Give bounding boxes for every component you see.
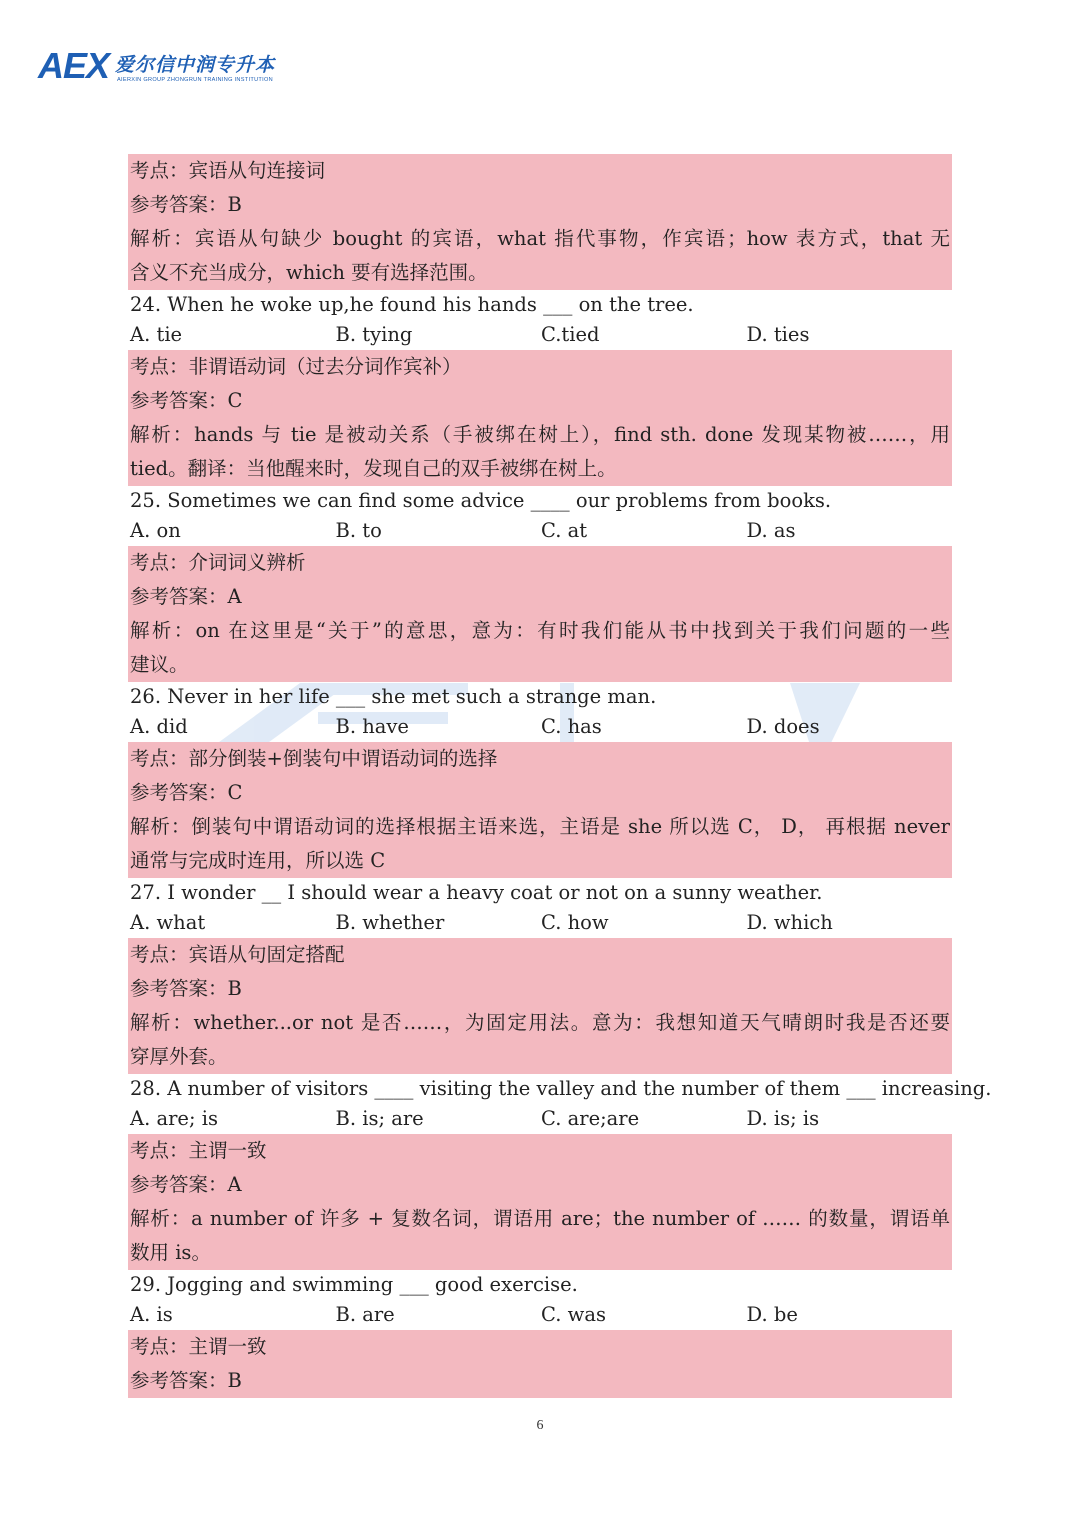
question-stem: 29. Jogging and swimming ___ good exercise. xyxy=(130,1273,578,1296)
answer-options xyxy=(128,320,952,350)
test-point: 考点：主谓一致 xyxy=(130,1139,267,1162)
analysis-block xyxy=(128,938,952,1074)
reference-answer: 参考答案：A xyxy=(130,1173,242,1196)
document-body xyxy=(128,154,992,1398)
answer-option: B. whether xyxy=(335,911,445,934)
page-number: 6 xyxy=(536,1418,544,1433)
logo-letters: AEX xyxy=(38,45,110,86)
explanation-line: 数用 is。 xyxy=(130,1241,211,1264)
answer-option: B. have xyxy=(335,715,409,738)
answer-option: A. is xyxy=(130,1303,173,1326)
analysis-block xyxy=(128,154,952,290)
explanation-line: 建议。 xyxy=(130,653,189,676)
test-point: 考点：部分倒装+倒装句中谓语动词的选择 xyxy=(130,747,498,770)
reference-answer: 参考答案：B xyxy=(130,193,242,216)
question-stem: 28. A number of visitors ____ visiting the valley and the number of them ___ increasing. xyxy=(130,1077,992,1100)
reference-answer: 参考答案：A xyxy=(130,585,242,608)
answer-options xyxy=(128,1104,952,1134)
answer-option: D. ties xyxy=(746,323,810,346)
answer-options xyxy=(128,908,952,938)
analysis-block xyxy=(128,742,952,878)
explanation-line: tied。翻译：当他醒来时，发现自己的双手被绑在树上。 xyxy=(130,457,617,480)
logo-english-name: AIERXIN GROUP ZHONGRUN TRAINING INSTITUTION xyxy=(117,77,273,83)
brand-logo xyxy=(38,44,275,84)
reference-answer: 参考答案：B xyxy=(130,977,242,1000)
explanation-line: 解析：whether...or not 是否……，为固定用法。意为：我想知道天气晴朗时我是否还要 xyxy=(130,1011,950,1034)
explanation-line: 解析：a number of 许多 + 复数名词，谓语用 are；the number of …… 的数量，谓语单 xyxy=(130,1207,950,1230)
answer-option: D. be xyxy=(746,1303,798,1326)
answer-option: C. are;are xyxy=(541,1107,640,1130)
test-point: 考点：主谓一致 xyxy=(130,1335,267,1358)
answer-option: C. at xyxy=(541,519,588,542)
answer-option: B. to xyxy=(335,519,382,542)
test-point: 考点：非谓语动词（过去分词作宾补） xyxy=(130,355,462,378)
question-stem: 25. Sometimes we can find some advice ____ our problems from books. xyxy=(130,489,832,512)
explanation-line: 含义不充当成分，which 要有选择范围。 xyxy=(130,261,488,284)
answer-option: A. tie xyxy=(130,323,183,346)
logo-chinese-name: 爱尔信中润专升本 xyxy=(115,54,276,76)
explanation-line: 解析：倒装句中谓语动词的选择根据主语来选，主语是 she 所以选 C， D， 再根据 never xyxy=(130,815,950,838)
logo-mark xyxy=(38,45,110,86)
answer-option: B. is; are xyxy=(335,1107,424,1130)
explanation-line: 解析：宾语从句缺少 bought 的宾语，what 指代事物，作宾语；how 表方式，that 无 xyxy=(130,227,950,250)
answer-option: C. was xyxy=(541,1303,606,1326)
answer-option: B. are xyxy=(335,1303,395,1326)
test-point: 考点：介词词义辨析 xyxy=(130,551,306,574)
explanation-line: 通常与完成时连用，所以选 C xyxy=(130,849,386,872)
answer-options xyxy=(128,1300,952,1330)
answer-options xyxy=(128,712,952,742)
answer-option: A. on xyxy=(130,519,181,542)
question-stem: 24. When he woke up,he found his hands ___ on the tree. xyxy=(130,293,694,316)
analysis-block xyxy=(128,546,952,682)
reference-answer: 参考答案：B xyxy=(130,1369,242,1392)
answer-option: B. tying xyxy=(335,323,413,346)
answer-option: D. does xyxy=(746,715,820,738)
reference-answer: 参考答案：C xyxy=(130,781,243,804)
analysis-block xyxy=(128,350,952,486)
answer-option: C. has xyxy=(541,715,602,738)
answer-option: A. what xyxy=(130,911,206,934)
answer-option: A. did xyxy=(130,715,188,738)
analysis-block xyxy=(128,1134,952,1270)
answer-option: D. as xyxy=(746,519,796,542)
answer-options xyxy=(128,516,952,546)
explanation-line: 解析：on 在这里是“关于”的意思，意为：有时我们能从书中找到关于我们问题的一些 xyxy=(130,619,950,642)
test-point: 考点：宾语从句固定搭配 xyxy=(130,943,345,966)
question-stem: 27. I wonder __ I should wear a heavy coat or not on a sunny weather. xyxy=(130,881,823,904)
explanation-line: 解析：hands 与 tie 是被动关系（手被绑在树上），find sth. done 发现某物被……，用 xyxy=(130,423,950,446)
explanation-line: 穿厚外套。 xyxy=(130,1045,228,1068)
question-stem: 26. Never in her life ___ she met such a strange man. xyxy=(130,685,657,708)
answer-option: D. is; is xyxy=(746,1107,820,1130)
test-point: 考点：宾语从句连接词 xyxy=(130,159,326,182)
answer-option: D. which xyxy=(746,911,833,934)
answer-option: A. are; is xyxy=(130,1107,218,1130)
answer-option: C.tied xyxy=(541,323,600,346)
reference-answer: 参考答案：C xyxy=(130,389,243,412)
analysis-block xyxy=(128,1330,952,1398)
answer-option: C. how xyxy=(541,911,609,934)
logo-text xyxy=(115,54,275,84)
